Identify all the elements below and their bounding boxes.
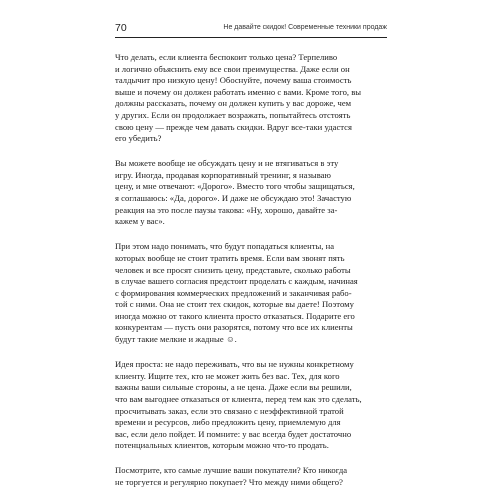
running-title: Не давайте скидок! Современные техники продаж (223, 24, 387, 31)
page-header (115, 24, 387, 38)
paragraph-4: Идея проста: не надо переживать, что вы не нужны конкретному клиенту. Ищите тех, кто не может жить без вас. Тех, для кого важны ваши сильные стороны, а не цена. Даже если вы решили, что вам выгоднее отказаться от клиента, перед тем как это сделать, просчитывать заказ, если это связано с неэффективной тратой времени и ресурсов, либо предложить цену, приемлемую для вас, если дело пойдет. И помните: у вас всегда будет достаточно потенциальных клиентов, которым можно что-то продать. (115, 359, 362, 451)
book-page (115, 24, 387, 489)
paragraph-2: Вы можете вообще не обсуждать цену и не втягиваться в эту игру. Иногда, продавая корпоративный тренинг, я называю цену, и мне отвечают: «Дорого». Вместо того чтобы защищаться, я соглашаюсь: «Да, дорого». И даже не обсуждаю это! Зачастую реакция на это после паузы такова: «Ну, хорошо, давайте за- кажем у вас». (115, 158, 355, 227)
paragraph-5: Посмотрите, кто самые лучшие ваши покупатели? Кто никогда не торгуется и регулярно покупает? Что между ними общего? (115, 465, 348, 487)
body-text (115, 52, 387, 489)
paragraph-1: Что делать, если клиента беспокоит только цена? Терпеливо и логично объяснить ему все свои преимущества. Даже если он талдычит про низкую цену! Обоснуйте, почему ваша стоимость выше и почему он должен работать именно с вами. Кроме того, вы должны рассказать, почему он должен купить у вас дороже, чем у других. Если он продолжает возражать, попытайтесь отстоять свою цену — прежде чем давать скидки. Вдруг все-таки удастся его убедить? (115, 52, 362, 144)
page-number: 70 (115, 22, 127, 34)
paragraph-3: При этом надо понимать, что будут попадаться клиенты, на которых вообще не стоит тратить время. Если вам звонят пять человек и все просят снизить цену, представьте, сколько работы в случае вашего согласия предстоит проделать с каждым, начиная с формирования коммерческих предложений и заканчивая рабо- той с ними. Она не стоит тех скидок, которые вы даете! Поэтому иногда можно от такого клиента просто отказаться. Подарите его конкурентам — пусть они разорятся, потому что все их клиенты будут такие мелкие и жадные ☺. (115, 241, 358, 345)
